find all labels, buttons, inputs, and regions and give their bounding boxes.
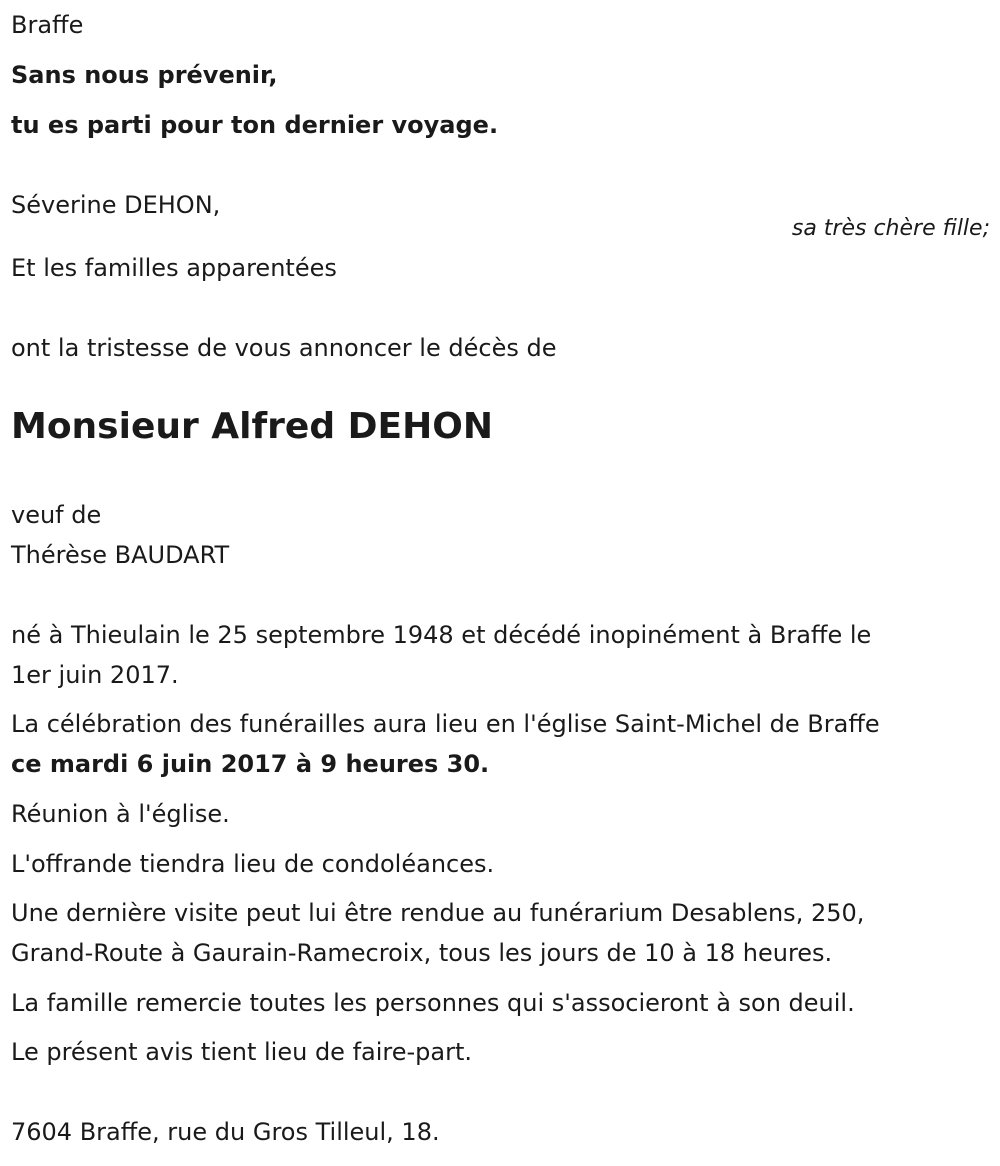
spouse-name: Thérèse BAUDART <box>11 541 230 569</box>
notice-line: Le présent avis tient lieu de faire-part. <box>11 1038 473 1066</box>
deceased-name: Monsieur Alfred DEHON <box>11 406 493 447</box>
visit-line-2: Grand-Route à Gaurain-Ramecroix, tous les jours de 10 à 18 heures. <box>11 939 833 967</box>
address-line: 7604 Braffe, rue du Gros Tilleul, 18. <box>11 1118 440 1146</box>
meeting-line: Réunion à l'église. <box>11 800 230 828</box>
birth-death-line-2: 1er juin 2017. <box>11 661 179 689</box>
town-name: Braffe <box>11 11 84 39</box>
family-member-1-relation: sa très chère fille; <box>791 216 990 241</box>
poem-line-2: tu es parti pour ton dernier voyage. <box>11 111 499 139</box>
thanks-line: La famille remercie toutes les personnes qui s'associeront à son deuil. <box>11 989 855 1017</box>
funeral-line-2: ce mardi 6 juin 2017 à 9 heures 30. <box>11 750 490 778</box>
funeral-line-1: La célébration des funérailles aura lieu en l'église Saint-Michel de Braffe <box>11 710 880 738</box>
offering-line: L'offrande tiendra lieu de condoléances. <box>11 850 495 878</box>
poem-line-1: Sans nous prévenir, <box>11 61 278 89</box>
announcement-intro: ont la tristesse de vous annoncer le décès de <box>11 334 557 362</box>
family-member-2: Et les familles apparentées <box>11 254 337 282</box>
family-member-1-name: Séverine DEHON, <box>11 191 221 219</box>
widower-label: veuf de <box>11 501 102 529</box>
visit-line-1: Une dernière visite peut lui être rendue au funérarium Desablens, 250, <box>11 899 865 927</box>
birth-death-line-1: né à Thieulain le 25 septembre 1948 et décédé inopinément à Braffe le <box>11 621 872 649</box>
